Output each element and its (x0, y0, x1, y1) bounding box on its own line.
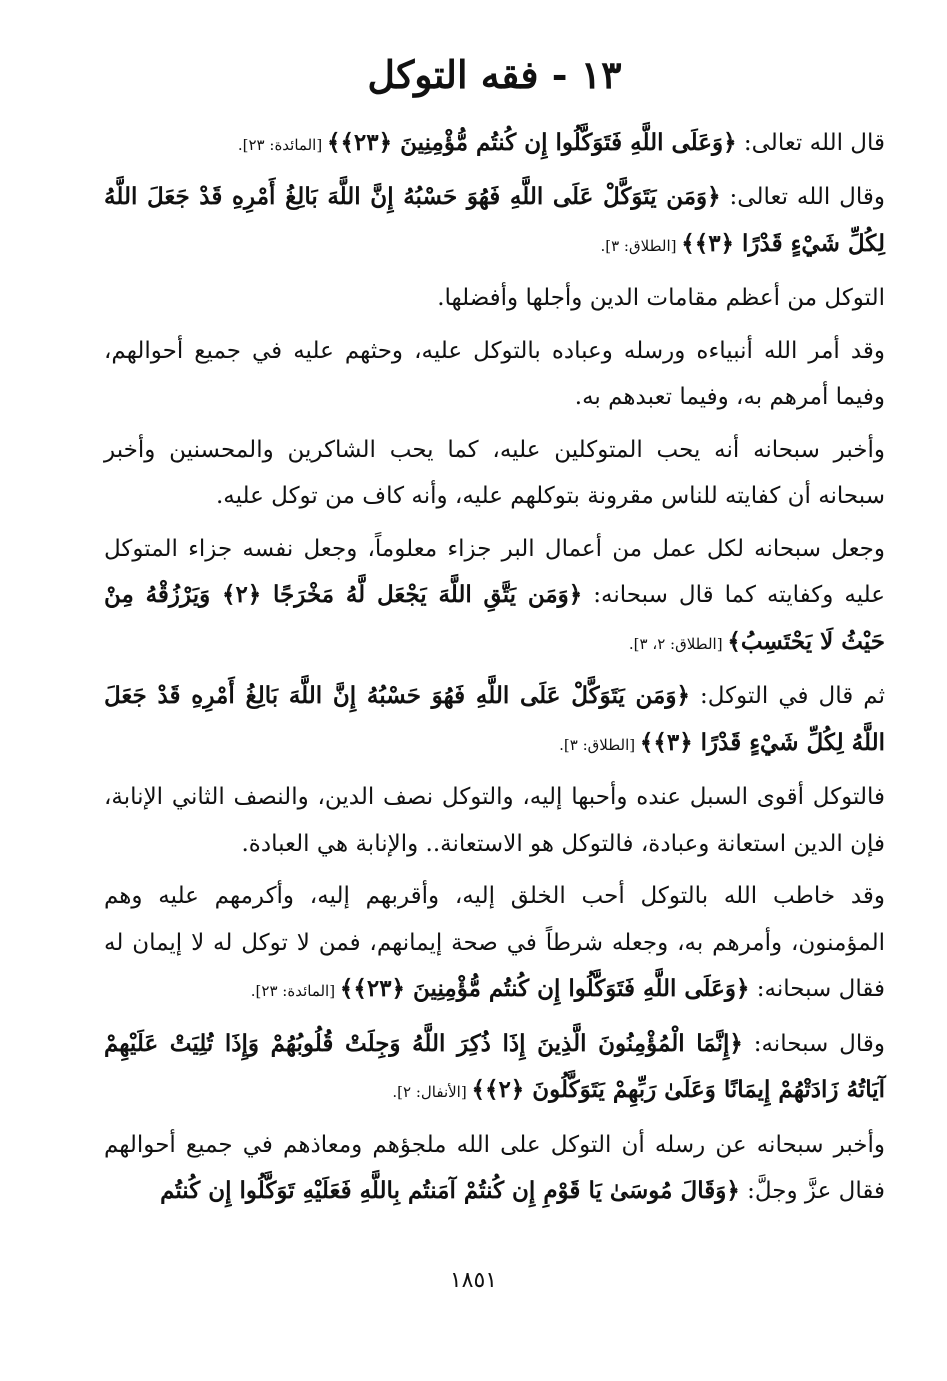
quran-verse: ﴿وَعَلَى اللَّهِ فَتَوَكَّلُوا إِن كُنتُم مُّؤْمِنِينَ ﴿٢٣﴾﴾ (326, 128, 737, 156)
paragraph-text: وقد خاطب الله بالتوكل أحب الخلق إليه، وأقربهم إليه، وأكرمهم عليه وهم المؤمنون، وأمرهم به، وجعله شرطاً في صحة إيمانهم، فمن لا توكل له لا إيمان له فقال سبحانه: (104, 883, 885, 1003)
paragraph (104, 328, 885, 421)
paragraph-text: وجعل سبحانه لكل عمل من أعمال البر جزاء معلوماً، وجعل نفسه جزاء المتوكل عليه وكفايته كما قال سبحانه: (104, 535, 885, 609)
paragraph (104, 526, 885, 668)
quran-verse: ﴿وَمَن يَتَوَكَّلْ عَلَى اللَّهِ فَهُوَ حَسْبُهُ إِنَّ اللَّهَ بَالِغُ أَمْرِهِ قَدْ جَعَلَ اللَّهُ لِكُلِّ شَيْءٍ قَدْرًا ﴿٣﴾﴾ (104, 682, 885, 756)
quran-verse: ﴿وَقَالَ مُوسَىٰ يَا قَوْمِ إِن كُنتُمْ آمَنتُم بِاللَّهِ فَعَلَيْهِ تَوَكَّلُوا إِن كُنتُم (160, 1177, 740, 1205)
paragraph (104, 673, 885, 768)
paragraph-text: وأخبر سبحانه عن رسله أن التوكل على الله ملجؤهم ومعاذهم في جميع أحوالهم فقال عزَّ وجلَّ: (104, 1131, 885, 1205)
paragraph-text: التوكل من أعظم مقامات الدين وأجلها وأفضلها. (437, 285, 885, 312)
verse-reference: [الطلاق: ٣]. (600, 236, 682, 255)
verse-reference: [الطلاق: ٣]. (559, 735, 640, 754)
paragraph-text: وقال سبحانه: (742, 1030, 885, 1057)
paragraph (104, 1122, 885, 1215)
quran-verse: ﴿وَعَلَى اللَّهِ فَتَوَكَّلُوا إِن كُنتُم مُّؤْمِنِينَ ﴿٢٣﴾﴾ (339, 975, 750, 1003)
verse-reference: [الأنفال: ٢]. (392, 1083, 472, 1102)
paragraph (104, 427, 885, 520)
paragraph-text: وقد أمر الله أنبياءه ورسله وعباده بالتوكل عليه، وحثهم عليه في جميع أحوالهم، وفيما أمرهم به، وفيما تعبدهم به. (104, 337, 885, 411)
paragraph-text: فالتوكل أقوى السبل عنده وأحبها إليه، والتوكل نصف الدين، والنصف الثاني الإنابة، فإن الدين استعانة وعبادة، فالتوكل هو الاستعانة.. والإنابة هي العبادة. (104, 784, 885, 857)
verse-reference: [المائدة: ٢٣]. (237, 135, 327, 154)
paragraph-text: وأخبر سبحانه أنه يحب المتوكلين عليه، كما يحب الشاكرين والمحسنين وأخبر سبحانه أن كفايته للناس مقرونة بتوكلهم عليه، وأنه كاف من توكل عليه. (104, 436, 885, 510)
quran-verse: ﴿وَمَن يَتَّقِ اللَّهَ يَجْعَل لَّهُ مَخْرَجًا ﴿٢﴾ وَيَرْزُقْهُ مِنْ حَيْثُ لَا يَحْتَسِبُ﴾ (104, 581, 885, 655)
quran-verse: ﴿وَمَن يَتَوَكَّلْ عَلَى اللَّهِ فَهُوَ حَسْبُهُ إِنَّ اللَّهَ بَالِغُ أَمْرِهِ قَدْ جَعَلَ اللَّهُ لِكُلِّ شَيْءٍ قَدْرًا ﴿٣﴾﴾ (104, 183, 885, 257)
verse-reference: [المائدة: ٢٣]. (250, 982, 340, 1001)
body-text (104, 120, 885, 1215)
chapter-title: ١٣ - فقه التوكل (367, 52, 622, 97)
verse-reference: [الطلاق: ٢، ٣]. (628, 634, 728, 653)
paragraph-text: وقال الله تعالى: (720, 184, 886, 211)
paragraph (104, 1021, 885, 1116)
paragraph (104, 774, 885, 867)
paragraph-text: ثم قال في التوكل: (689, 683, 886, 710)
quran-verse: ﴿إِنَّمَا الْمُؤْمِنُونَ الَّذِينَ إِذَا ذُكِرَ اللَّهُ وَجِلَتْ قُلُوبُهُمْ وَإِذَا تُلِيَتْ عَلَيْهِمْ آيَاتُهُ زَادَتْهُمْ إِيمَانًا وَعَلَىٰ رَبِّهِمْ يَتَوَكَّلُونَ ﴿٢﴾﴾ (104, 1029, 885, 1104)
paragraph (104, 174, 885, 269)
paragraph (104, 275, 885, 322)
page-number: ١٨٥١ (449, 1268, 498, 1293)
paragraph-text: قال الله تعالى: (736, 129, 885, 156)
paragraph (104, 873, 885, 1015)
paragraph (104, 120, 885, 169)
